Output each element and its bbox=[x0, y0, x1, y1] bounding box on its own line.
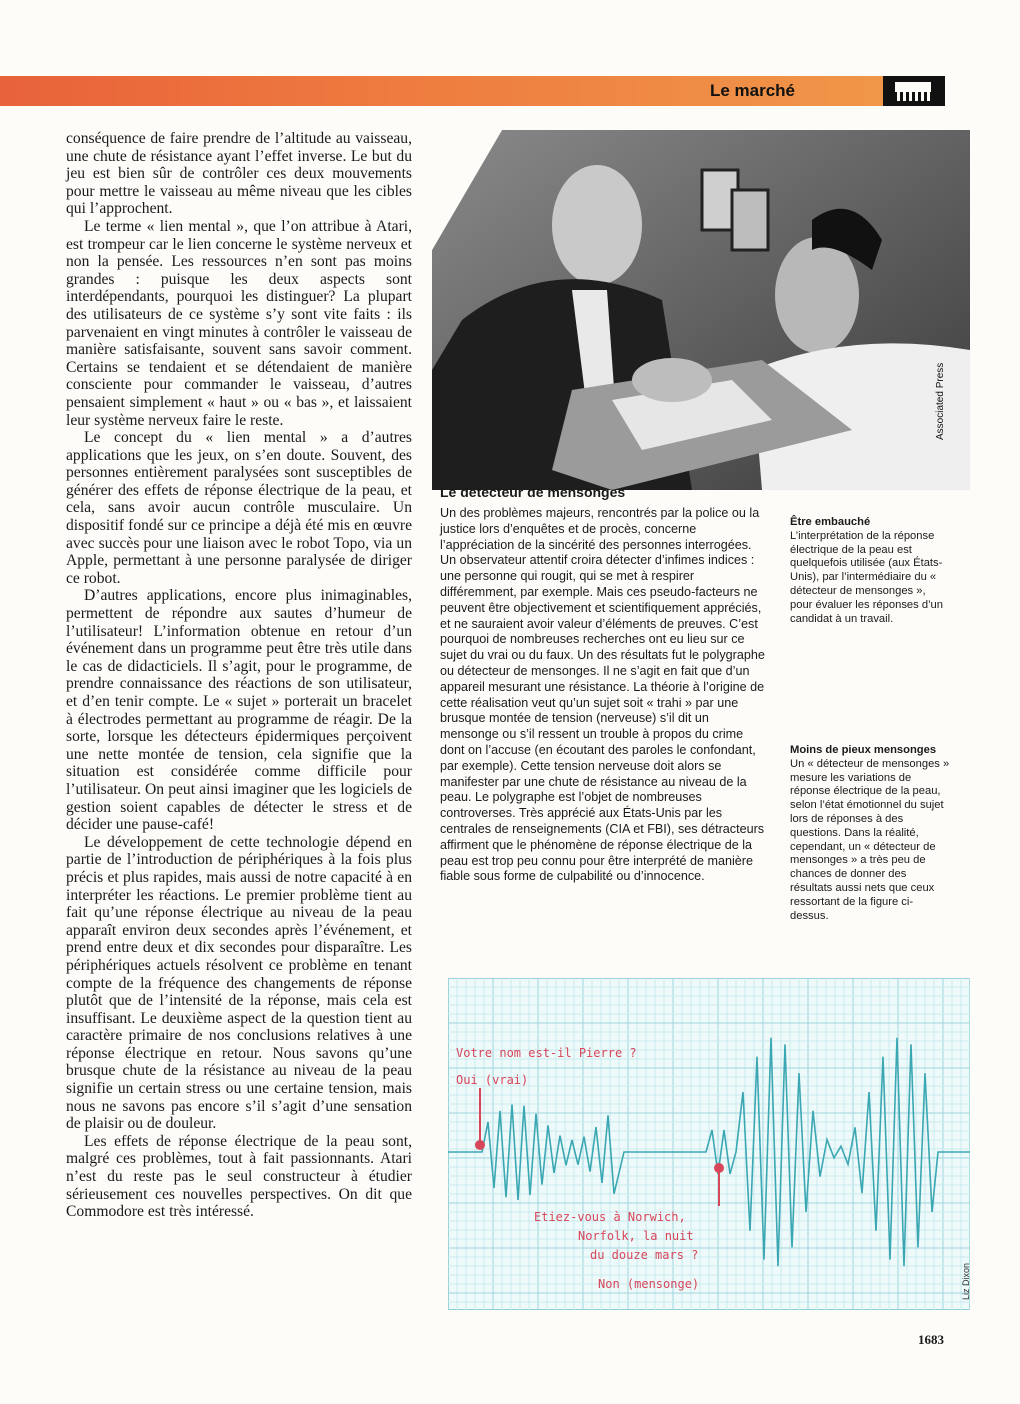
graph-question-2-line-1: Etiez-vous à Norwich, bbox=[534, 1210, 686, 1224]
sidebar-body bbox=[440, 506, 768, 885]
article-paragraph: Le développement de cette technologie dépend en partie de l’introduction de périphériques à la fois plus précis et plus rapides, mais aussi de notre capacité à en interpréter les réactions. Le premier problème tient au fait qu’une réponse électrique au niveau de la peau apparaît environ deux secondes après l’événement, et prend entre deux et dix secondes pour disparaître. Les périphériques actuels résolvent ce problème en tenant compte de la fréquence des changements de réponse plutôt que de l’intensité de la réponse, mais cela est insuffisant. Le deuxième aspect de la question tient au caractère primaire de nos conclusions relatives à une réponse électrique en retour. Nous savons qu’une brusque chute de la résistance au niveau de la peau signifie un certain stress ou une certaine tension, mais nous ne savons pas encore s’il s’agit d’une sensation de plaisir ou de douleur. bbox=[66, 833, 412, 1133]
caption-graph bbox=[790, 744, 950, 923]
section-label: Le marché bbox=[709, 81, 795, 100]
polygraph-figure bbox=[448, 978, 970, 1310]
graph-answer-1: Oui (vrai) bbox=[456, 1073, 529, 1087]
sidebar-title: Le détecteur de mensonges bbox=[440, 484, 626, 500]
caption-text: L’interprétation de la réponse électrique de la peau est quelquefois utilisée (aux États-Unis), par l’intermédiaire du « détecteur de mensonges », pour évaluer les réponses d’un candidat à un travail. bbox=[790, 529, 943, 625]
section-header-band bbox=[0, 76, 945, 106]
page-number: 1683 bbox=[918, 1332, 944, 1347]
marker-dot-2 bbox=[714, 1163, 724, 1173]
graph-question-1: Votre nom est-il Pierre ? bbox=[456, 1046, 637, 1060]
caption-photo bbox=[790, 516, 950, 626]
photo-credit: Associated Press bbox=[935, 362, 946, 440]
polygraph-photo bbox=[432, 130, 970, 490]
caption-title: Moins de pieux mensonges bbox=[790, 744, 937, 756]
article-paragraph: Le terme « lien mental », que l’on attribue à Atari, est trompeur car le lien concerne le système nerveux et non la pensée. Les ressources n’en sont pas moins grandes : puisque les deux aspects sont interdépendants, pourquoi les distinguer? La plupart des utilisateurs de ce système s’y sont vite faits : ils parvenaient en vingt minutes à contrôler le vaisseau de manière satisfaisante, souvent sans savoir comment. Certains se tendaient et se détendaient de manière consciente pour commander le vaisseau, d’autres pensaient simplement « haut » ou « bas », et laissaient leur système nerveux faire le reste. bbox=[66, 217, 412, 429]
article-body bbox=[66, 130, 412, 1221]
graph-answer-2: Non (mensonge) bbox=[598, 1277, 700, 1291]
marker-dot-1 bbox=[475, 1140, 485, 1150]
polygraph-chart bbox=[448, 978, 970, 1310]
article-paragraph: D’autres applications, encore plus inimaginables, permettent de répondre aux sautes d’humeur de l’utilisateur! L’information obtenue en retour d’un événement dans un programme peut être très utile dans le cas de didacticiels. Il s’agit, pour le programme, de prendre connaissance des réactions de son utilisateur, et d’en tenir compte. Le « sujet » porterait un bracelet à électrodes permettant au programme de réagir. De la sorte, lorsque les détecteurs épidermiques perçoivent une nette montée de tension, cela signifie que la situation est considérée comme difficile pour l’utilisateur. On peut ainsi imaginer que les logiciels de gestion soient capables de détecter le stress et de décider une pause-café! bbox=[66, 587, 412, 834]
article-paragraph: conséquence de faire prendre de l’altitude au vaisseau, une chute de résistance ayant l’effet inverse. Le but du jeu est bien sûr de contrôler ces deux mouvements pour mettre le vaisseau au même niveau que les cibles qui l’approchent. bbox=[66, 130, 412, 218]
caption-text: Un « détecteur de mensonges » mesure les variations de réponse électrique de la peau, selon l’état émotionnel du sujet lors de réponses à des questions. Dans la réalité, cependant, un « détecteur de mensonges » a très peu de chances de donner des résultats aussi nets que ceux ressortant de la figure ci-dessus. bbox=[790, 757, 950, 922]
article-paragraph: Le concept du « lien mental » a d’autres applications que les jeux, on s’en doute. Souvent, des personnes entièrement paralysées sont susceptibles de générer des effets de réponse électrique de la peau, et cela, sans avoir aucun contrôle musculaire. Un dispositif fondé sur ce principe a déjà été mis en œuvre avec succès pour une liaison avec le robot Topo, via un Apple, permettant à une personne paralysée de diriger ce robot. bbox=[66, 429, 412, 587]
caption-title: Être embauché bbox=[790, 516, 871, 528]
article-paragraph: Les effets de réponse électrique de la peau sont, malgré ces problèmes, tout à fait passionnants. Atari n’est du reste pas le seul constructeur à étudier sérieusement ces nouvelles perspectives. On dit que Commodore est très intéressé. bbox=[66, 1132, 412, 1221]
graph-credit: Liz Dixon bbox=[961, 1262, 971, 1300]
graph-question-2-line-3: du douze mars ? bbox=[590, 1248, 699, 1262]
sidebar-paragraph: Un des problèmes majeurs, rencontrés par la police ou la justice lors d’enquêtes et de procès, concerne l’appréciation de la sincérité des personnes interrogées. Un observateur attentif croira détecter d’infimes indices : une personne qui rougit, qui se met à respirer différemment, par exemple. Mais ces pseudo-facteurs ne peuvent être objectivement et scientifiquement appréciés, et ne sauraient avoir valeur d’éléments de preuves. C’est pourquoi de nombreuses recherches ont eu lieu sur ce sujet du vrai ou du faux. Un des résultats fut le polygraphe ou détecteur de mensonges. Il ne s’agit en fait que d’un appareil mesurant une résistance. La théorie à l’origine de cette réalisation veut qu’un sujet soit « trahi » par une brusque montée de tension (nerveuse) s’il dit un mensonge ou s’il ressent un trouble à propos du crime dont on l’accuse (en écoutant des paroles le confondant, par exemple). Cette tension nerveuse doit alors se manifester par une chute de résistance au niveau de la peau. Le polygraphe est l’objet de nombreuses controverses. Très apprécié aux États-Unis par les centrales de renseignements (CIA et FBI), ses détracteurs affirment que le phénomène de réponse électrique de la peau est trop peu connu pour être interprété de manière fiable sous forme de culpabilité ou d’innocence. bbox=[440, 506, 765, 884]
chip-icon bbox=[883, 76, 945, 106]
graph-question-2-line-2: Norfolk, la nuit bbox=[578, 1229, 694, 1243]
